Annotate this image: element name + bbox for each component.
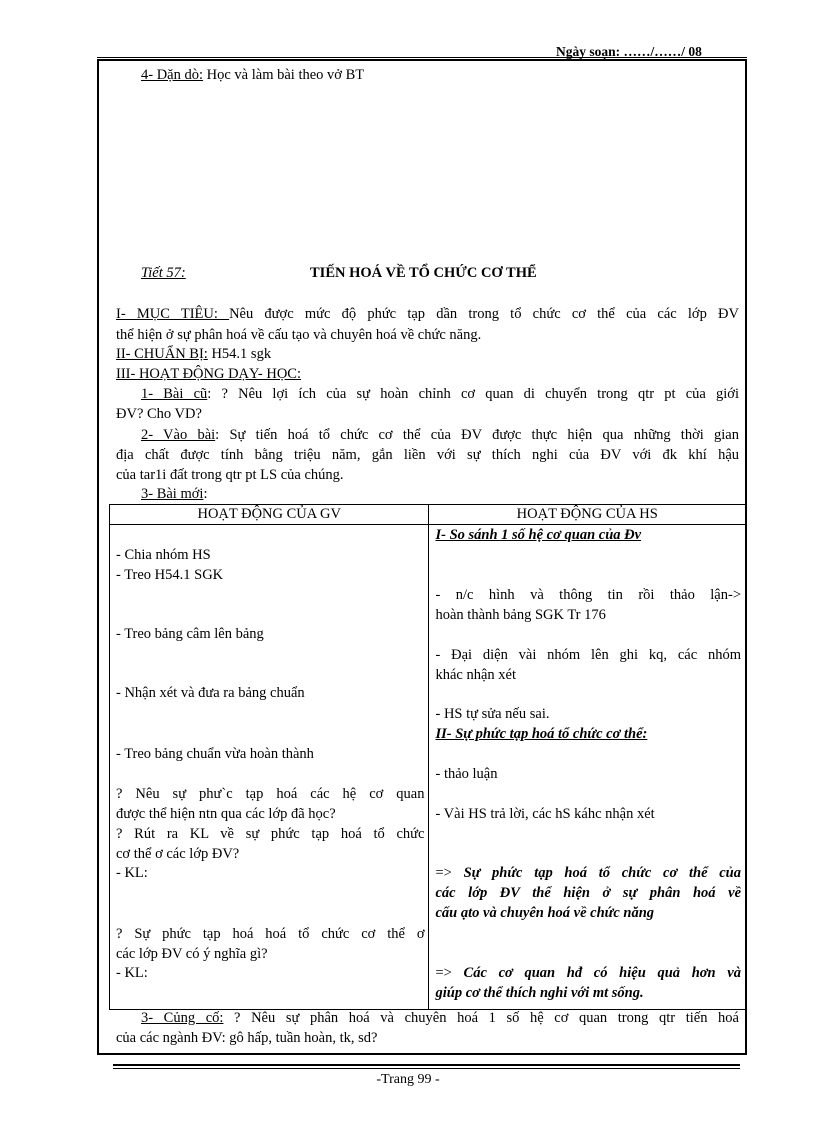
hs-conclusion-2-line: giúp cơ thể thích nghi với mt sống. bbox=[435, 985, 644, 1001]
student-column bbox=[429, 525, 746, 1010]
gv-line: - KL: bbox=[116, 965, 148, 981]
old-lesson-line-2: ĐV? Cho VD? bbox=[116, 406, 202, 422]
gv-line: các lớp ĐV có ý nghĩa gì? bbox=[116, 946, 268, 962]
hs-line: - thảo luận bbox=[435, 766, 498, 782]
gv-line: được thể hiện ntn qua các lớp đã học? bbox=[116, 806, 336, 822]
homework-text: Học và làm bài theo vở BT bbox=[203, 67, 365, 83]
gv-line: ? Rút ra KL về sự phức tạp hoá tổ chức bbox=[116, 826, 425, 842]
consolidation-line-1 bbox=[141, 1010, 739, 1027]
objectives-line-1 bbox=[116, 306, 739, 323]
objectives-line-2: thể hiện ở sự phân hoá về cấu tạo và chuyên hoá về chức năng. bbox=[116, 327, 482, 343]
teacher-column bbox=[110, 525, 429, 1010]
old-lesson-line-1 bbox=[141, 386, 739, 403]
hs-heading-2: II- Sự phức tạp hoá tổ chức cơ thể: bbox=[435, 726, 648, 742]
objectives-label: I- MỤC TIÊU: bbox=[116, 306, 230, 322]
new-lesson-line bbox=[141, 486, 207, 503]
hs-line: khác nhận xét bbox=[435, 667, 517, 683]
header-teacher-activity: HOẠT ĐỘNG CỦA GV bbox=[110, 505, 429, 525]
gv-line: - Chia nhóm HS bbox=[116, 547, 211, 563]
consolidation-text-1: ? Nêu sự phân hoá và chuyên hoá 1 số hệ cơ quan trong qtr tiến hoá bbox=[223, 1010, 739, 1026]
gv-line: ? Sự phức tạp hoá hoá tổ chức cơ thể ơ bbox=[116, 926, 425, 942]
lesson-title: TIẾN HOÁ VỀ TỔ CHỨC CƠ THỂ bbox=[310, 265, 537, 281]
hs-conclusion-1-line bbox=[435, 865, 741, 882]
activities-heading: III- HOẠT ĐỘNG DẠY- HỌC: bbox=[116, 366, 301, 382]
footer-rule bbox=[113, 1064, 740, 1066]
gv-line: - Treo bảng câm lên bảng bbox=[116, 626, 264, 642]
new-lesson-suffix: : bbox=[203, 486, 208, 502]
consolidation-line-2: của các ngành ĐV: gô hấp, tuần hoàn, tk, sd? bbox=[116, 1030, 378, 1046]
hs-line: - Đại diện vài nhóm lên ghi kq, các nhóm bbox=[435, 647, 741, 663]
hs-line: - n/c hình và thông tin rồi thảo lận-> bbox=[435, 587, 741, 603]
conclusion-text: Sự phức tạp hoá tổ chức cơ thể của bbox=[463, 865, 741, 881]
intro-text-1: : Sự tiến hoá tổ chức cơ thể của ĐV được thực hiện qua những thời gian bbox=[215, 427, 739, 443]
hs-line: - Vài HS trả lời, các hS káhc nhận xét bbox=[435, 806, 655, 822]
hs-line: hoàn thành bảng SGK Tr 176 bbox=[435, 607, 606, 623]
intro-line-2: địa chất được tính bằng triệu năm, gắn liền với sự thích nghi của ĐV với đk khí hậu bbox=[116, 447, 739, 463]
gv-line: - Treo bảng chuẩn vừa hoàn thành bbox=[116, 746, 314, 762]
hs-heading-1: I- So sánh 1 số hệ cơ quan của Đv bbox=[435, 527, 642, 543]
old-lesson-text-1: : ? Nêu lợi ích của sự hoàn chỉnh cơ quan di chuyển trong qtr pt của giới bbox=[207, 386, 739, 402]
preparation-date: Ngày soạn: ……/……/ 08 bbox=[556, 44, 702, 59]
consolidation-label: 3- Củng cố: bbox=[141, 1010, 224, 1026]
gv-line: - Nhận xét và đưa ra bảng chuẩn bbox=[116, 685, 305, 701]
homework-label: 4- Dặn dò: bbox=[141, 67, 204, 83]
footer-rule bbox=[113, 1068, 740, 1069]
header-student-activity: HOẠT ĐỘNG CỦA HS bbox=[429, 505, 746, 525]
conclusion-text: Các cơ quan hđ có hiệu quả hơn và bbox=[463, 965, 741, 981]
page-number: -Trang 99 - bbox=[376, 1072, 440, 1087]
lesson-number: Tiết 57: bbox=[141, 265, 186, 281]
hs-conclusion-1-line: cấu ạto và chuyên hoá về chức năng bbox=[435, 905, 655, 921]
preparation-line bbox=[116, 346, 271, 363]
gv-line: cơ thể ơ các lớp ĐV? bbox=[116, 846, 240, 862]
intro-line-1 bbox=[141, 427, 739, 444]
activities-table bbox=[109, 504, 746, 1010]
hs-conclusion-1-line: các lớp ĐV thể hiện ở sự phân hoá về bbox=[435, 885, 741, 901]
intro-label: 2- Vào bài bbox=[141, 427, 216, 443]
gv-line: - KL: bbox=[116, 865, 148, 881]
header-rule bbox=[97, 57, 747, 58]
gv-line: ? Nêu sự phư`c tạp hoá các hệ cơ quan bbox=[116, 786, 425, 802]
arrow-prefix: => bbox=[435, 965, 464, 981]
preparation-label: II- CHUẨN BỊ: bbox=[116, 346, 208, 362]
old-lesson-label: 1- Bài cũ bbox=[141, 386, 208, 402]
hs-line: - HS tự sửa nếu sai. bbox=[435, 706, 550, 722]
preparation-text: H54.1 sgk bbox=[207, 346, 272, 362]
intro-line-3: của tar1i đất trong qtr pt LS của chúng. bbox=[116, 467, 344, 483]
hs-conclusion-2-line bbox=[435, 965, 741, 982]
objectives-text-1: Nêu được mức độ phức tạp dần trong tổ chức cơ thể của các lớp ĐV bbox=[229, 306, 739, 322]
gv-line: - Treo H54.1 SGK bbox=[116, 567, 224, 583]
homework-line bbox=[141, 67, 364, 84]
arrow-prefix: => bbox=[435, 865, 464, 881]
new-lesson-label: 3- Bài mới bbox=[141, 486, 204, 502]
